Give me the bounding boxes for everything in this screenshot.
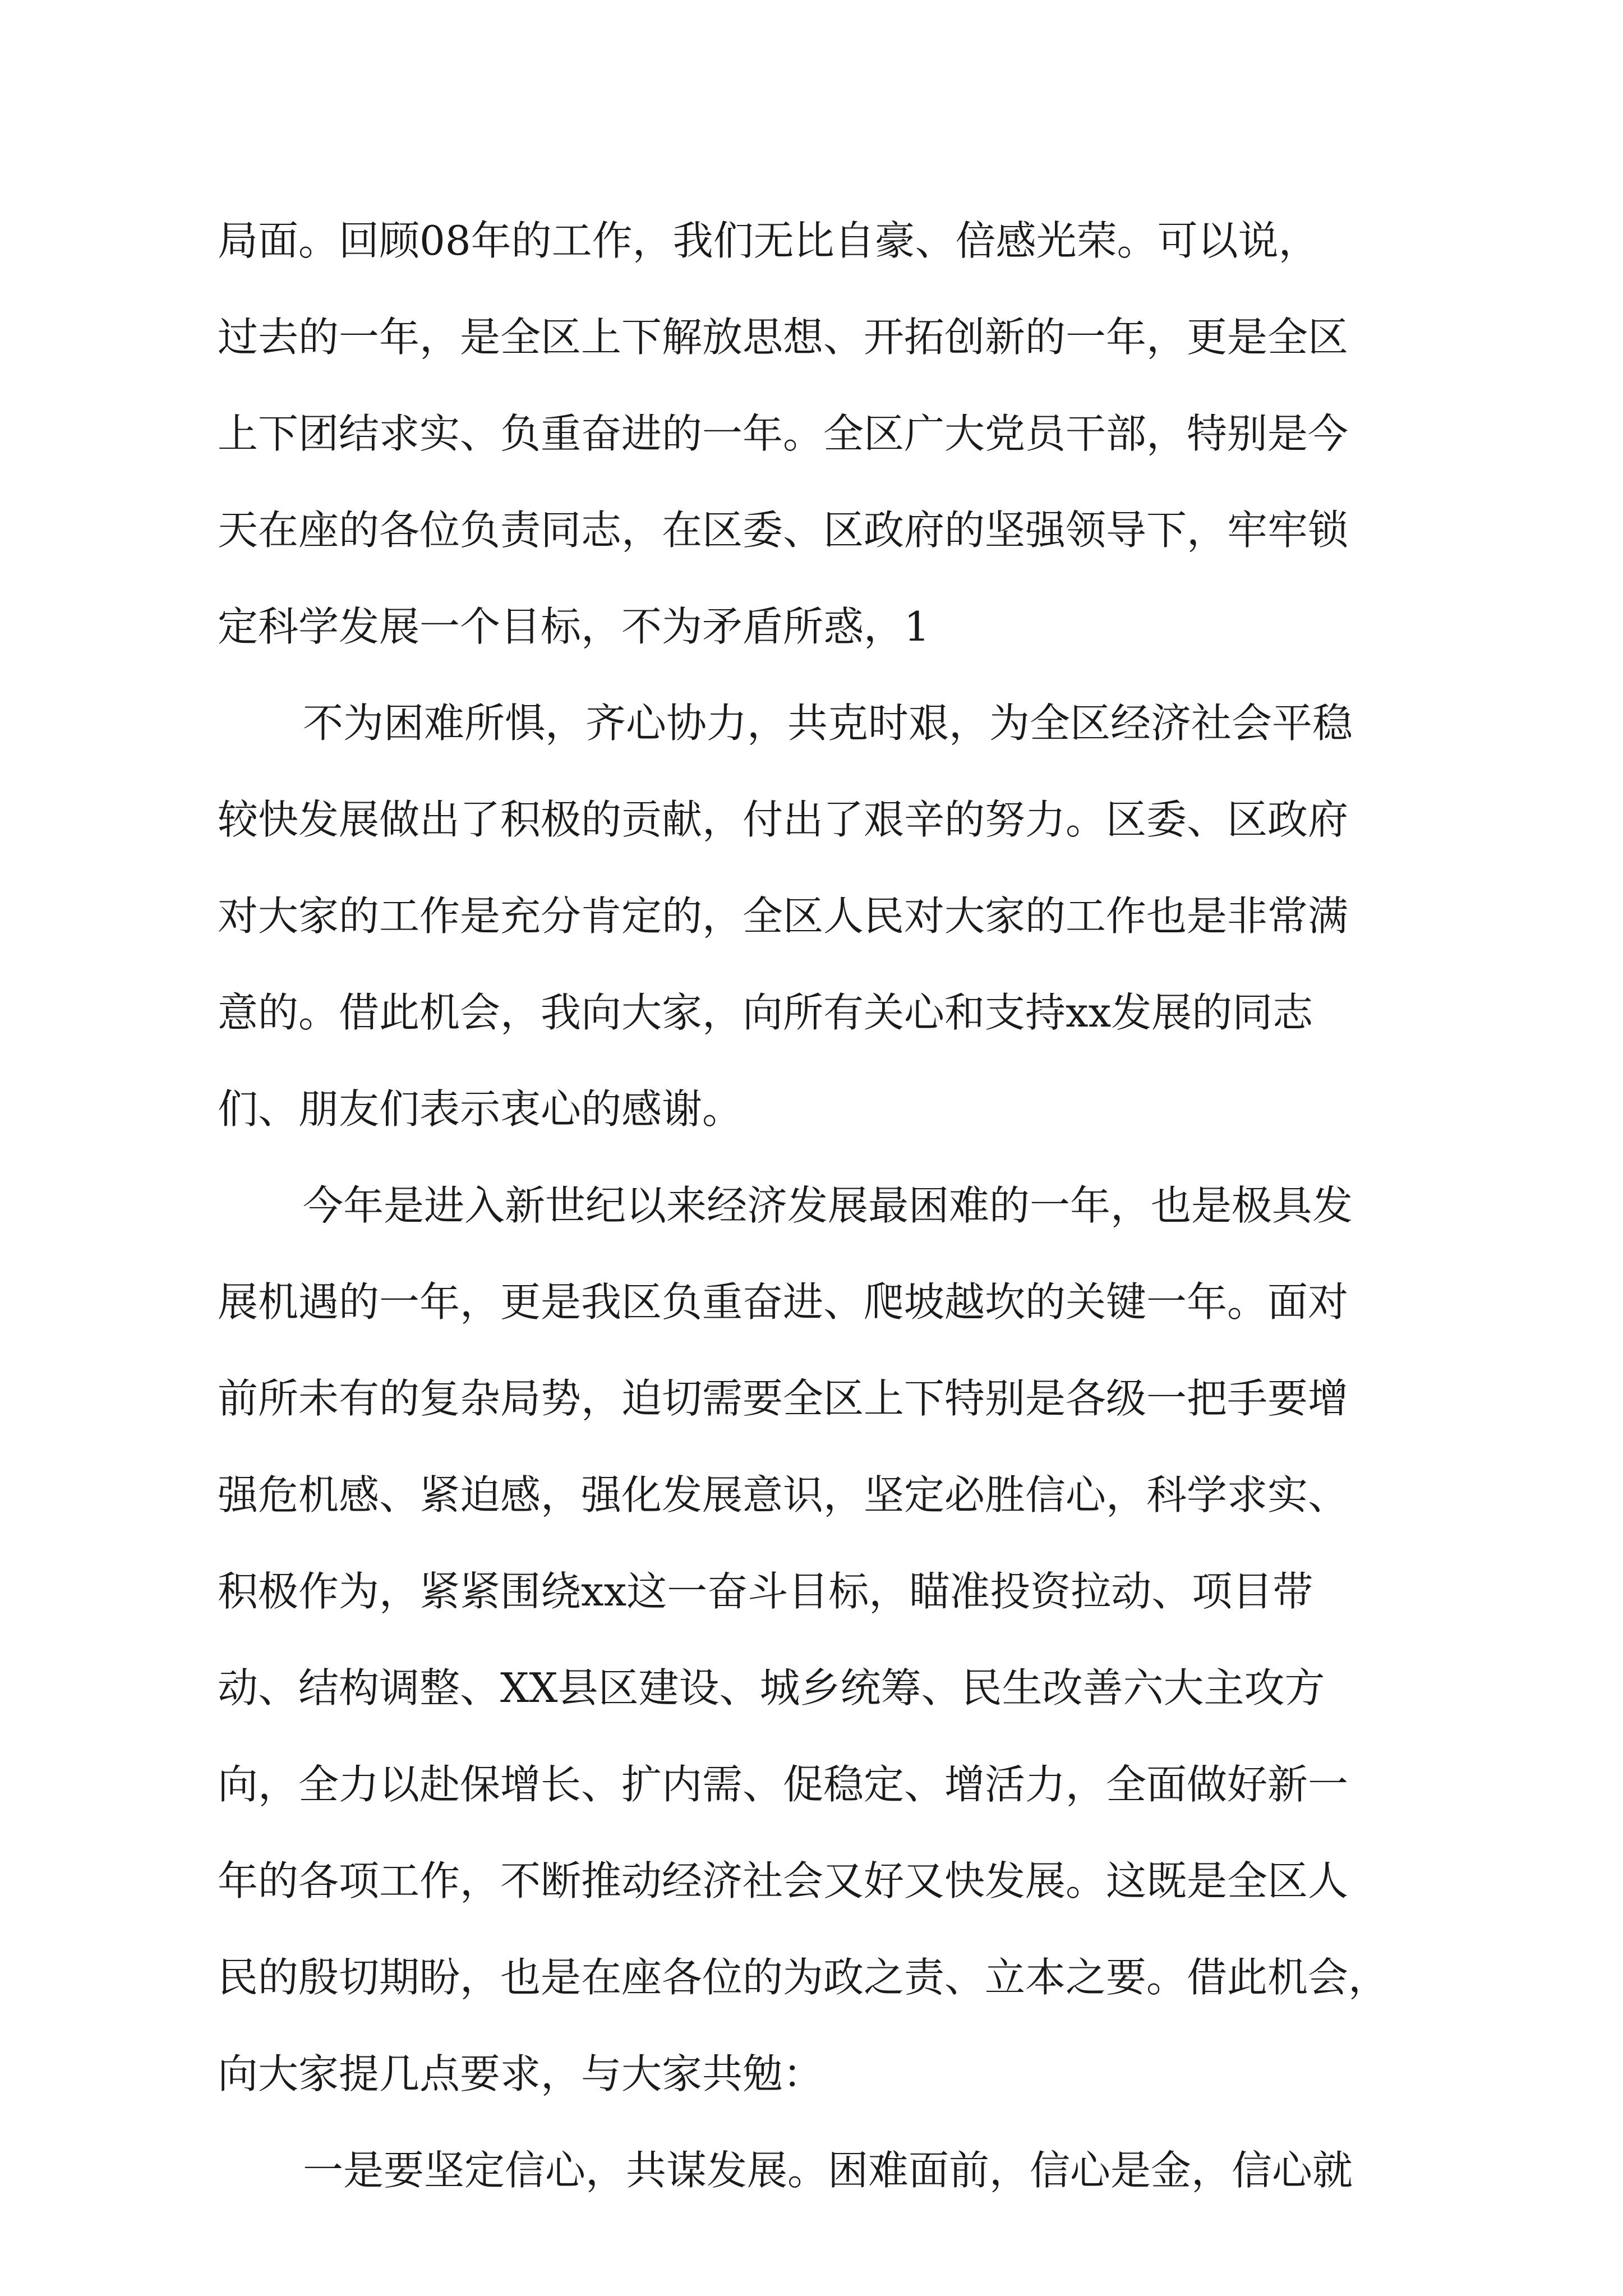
text-line: 展机遇的一年，更是我区负重奋进、爬坡越坎的关键一年。面对 [218, 1278, 1349, 1326]
text-line: 意的。借此机会，我向大家，向所有关心和支持xx发展的同志 [218, 989, 1313, 1036]
text-line: 民的殷切期盼，也是在座各位的为政之责、立本之要。借此机会， [218, 1954, 1389, 2001]
text-line: 积极作为，紧紧围绕xx这一奋斗目标，瞄准投资拉动、项目带 [218, 1568, 1313, 1615]
text-line: 年的各项工作，不断推动经济社会又好又快发展。这既是全区人 [218, 1857, 1349, 1904]
text-line: 天在座的各位负责同志，在区委、区政府的坚强领导下，牢牢锁 [218, 507, 1349, 554]
text-line: 前所未有的复杂局势，迫切需要全区上下特别是各级一把手要增 [218, 1375, 1349, 1422]
text-line: 较快发展做出了积极的贡献，付出了艰辛的努力。区委、区政府 [218, 796, 1349, 843]
text-line: 动、结构调整、XX县区建设、城乡统筹、民生改善六大主攻方 [218, 1664, 1325, 1711]
text-line: 对大家的工作是充分肯定的，全区人民对大家的工作也是非常满 [218, 892, 1349, 940]
text-line: 过去的一年，是全区上下解放思想、开拓创新的一年，更是全区 [218, 314, 1349, 361]
text-line: 定科学发展一个目标，不为矛盾所惑，1 [218, 603, 930, 650]
text-line: 强危机感、紧迫感，强化发展意识，坚定必胜信心，科学求实、 [218, 1471, 1349, 1519]
text-line: 局面。回顾08年的工作，我们无比自豪、倍感光荣。可以说， [218, 217, 1319, 264]
text-line: 向大家提几点要求，与大家共勉： [218, 2050, 824, 2097]
text-line: 向，全力以赴保增长、扩内需、促稳定、增活力，全面做好新一 [218, 1761, 1349, 1808]
paragraph-first-line: 一是要坚定信心，共谋发展。困难面前，信心是金，信心就 [303, 2147, 1353, 2194]
text-line: 们、朋友们表示衷心的感谢。 [218, 1085, 743, 1133]
paragraph-first-line: 今年是进入新世纪以来经济发展最困难的一年，也是极具发 [303, 1182, 1353, 1229]
text-line: 上下团结求实、负重奋进的一年。全区广大党员干部，特别是今 [218, 410, 1349, 457]
paragraph-first-line: 不为困难所惧，齐心协力，共克时艰，为全区经济社会平稳 [303, 700, 1353, 747]
